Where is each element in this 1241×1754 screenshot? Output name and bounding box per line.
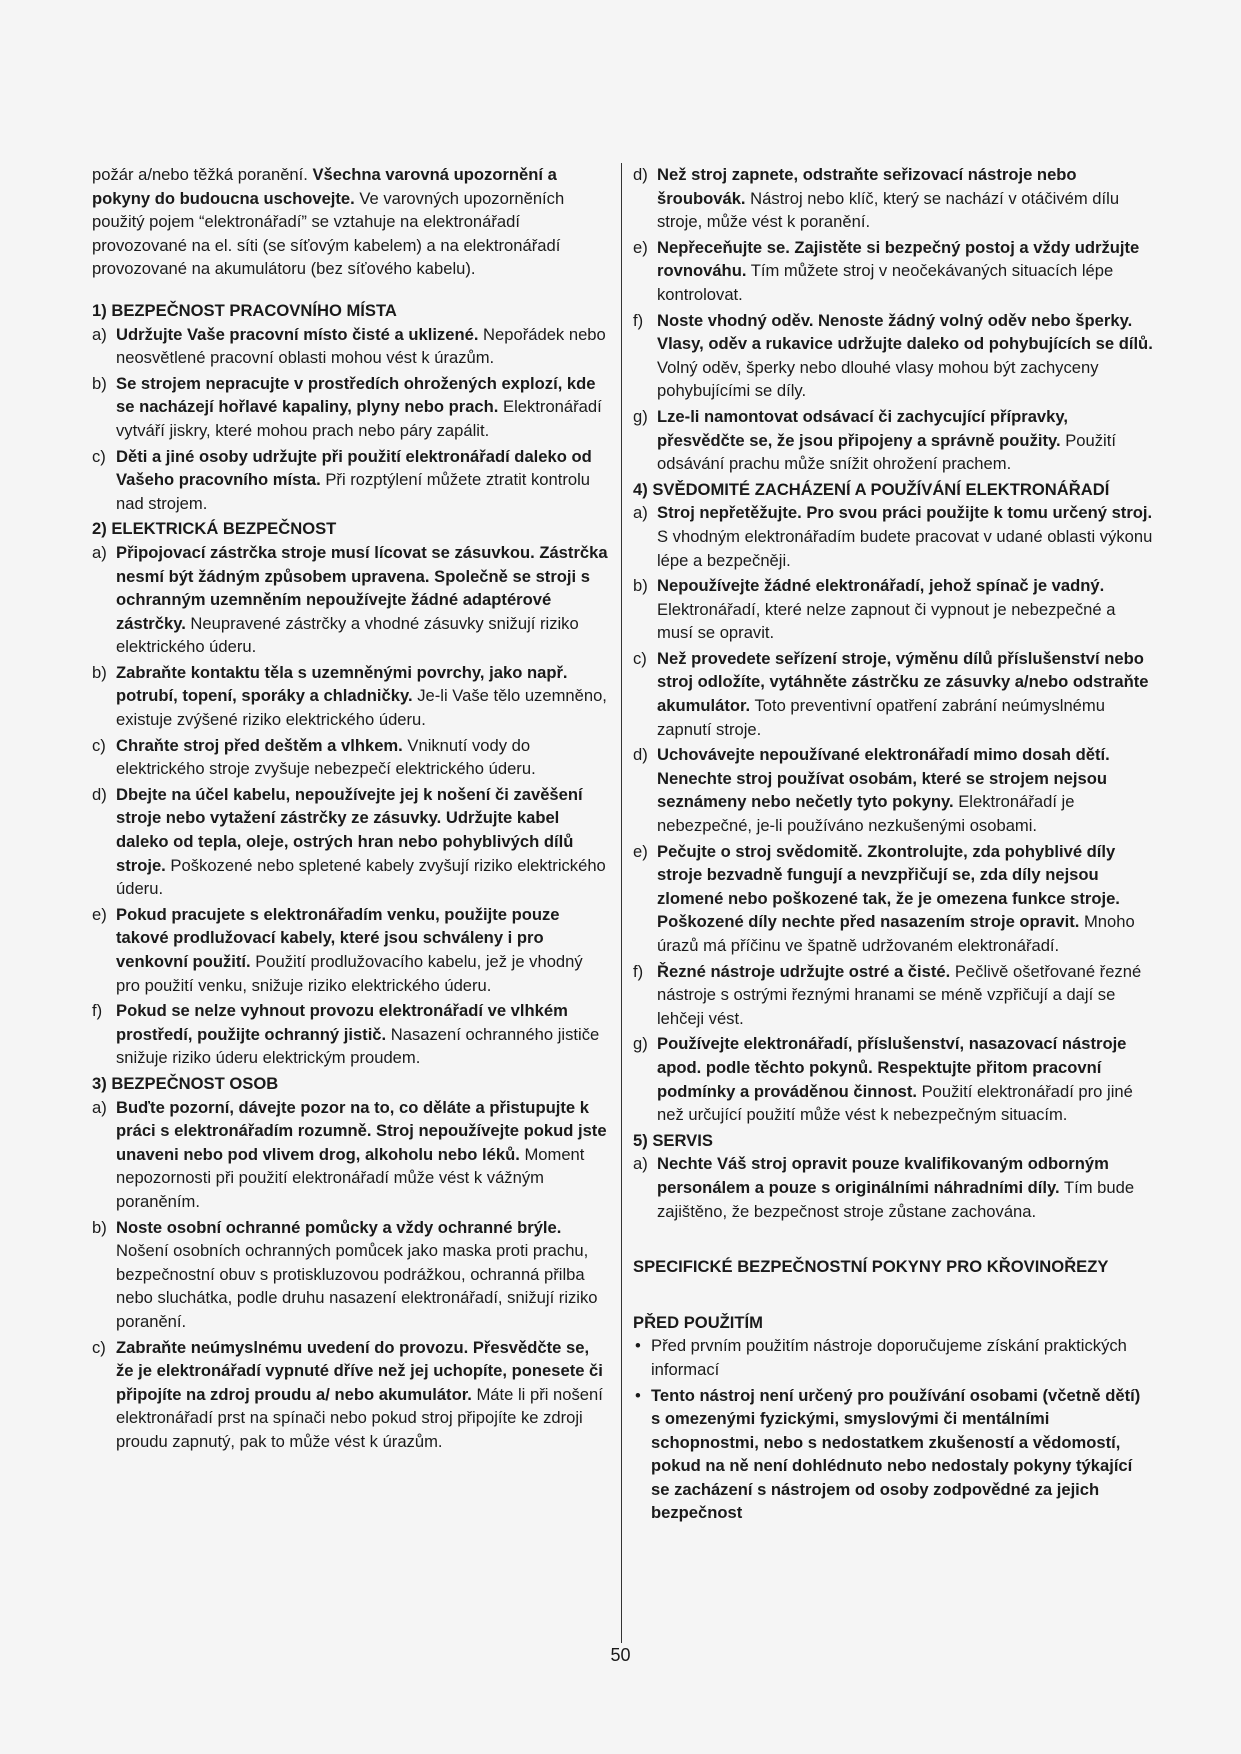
list-item: g) Používejte elektronářadí, příslušenství, nasazovací nástroje apod. podle těchto pokynů. Respektujte přitom pracovní podmínky a prováděnou činnost. Použití elektronářadí pro jiné než určující použití může vést k nebezpečným situacím. [633, 1034, 1133, 1125]
list-item: b) Zabraňte kontaktu těla s uzemněnými povrchy, jako např. potrubí, topení, sporáky a chladničky. Je-li Vaše tělo uzemněno, existuje zvýšené riziko elektrického úderu. [92, 662, 607, 730]
right-column [633, 163, 1153, 1527]
list-item: a) Udržujte Vaše pracovní místo čisté a uklizené. Nepořádek nebo neosvětlené pracovní oblasti mohou vést k úrazům. [92, 324, 606, 368]
section-heading-personal: 3) BEZPEČNOST OSOB [92, 1073, 279, 1093]
list-item: a) Buďte pozorní, dávejte pozor na to, co děláte a přistupujte k práci s elektronářadím rozumně. Stroj nepoužívejte pokud jste unaveni nebo pod vlivem drog, alkoholu nebo léků. Moment nepozornosti při použití elektronářadí může vést k vážným poraněním. [92, 1097, 607, 1211]
list-item: f) Pokud se nelze vyhnout provozu elektronářadí ve vlhkém prostředí, použijte ochranný jistič. Nasazení ochranného jističe snižuje riziko úderu elektrickým proudem. [92, 1001, 600, 1068]
bullet-icon: • [635, 1336, 641, 1356]
list-item: a) Nechte Váš stroj opravit pouze kvalifikovaným odborným personálem a pouze s originálními náhradními díly. Tím bude zajištěno, že bezpečnost stroje zůstane zachována. [633, 1154, 1135, 1221]
list-item: c) Chraňte stroj před deštěm a vlhkem. Vniknutí vody do elektrického stroje zvyšuje nebezpečí elektrického úderu. [92, 735, 536, 779]
list-item: f) Noste vhodný oděv. Nenoste žádný volný oděv nebo šperky. Vlasy, oděv a rukavice udržujte daleko od pohybujících se dílů. Volný oděv, šperky nebo dlouhé vlasy mohou být zachyceny pohybujícími se díly. [633, 310, 1153, 401]
list-item: d) Než stroj zapnete, odstraňte seřizovací nástroje nebo šroubovák. Nástroj nebo klíč, který se nachází v otáčivém dílu stroje, může vést k poranění. [633, 165, 1120, 232]
list-item: c) Děti a jiné osoby udržujte při použití elektronářadí daleko od Vašeho pracovního místa. Při rozptýlení můžete ztratit kontrolu nad strojem. [92, 446, 592, 513]
list-item: b) Nepoužívejte žádné elektronářadí, jehož spínač je vadný. Elektronářadí, které nelze zapnout či vypnout je nebezpečné a musí se opravit. [633, 576, 1116, 643]
list-item: b) Se strojem nepracujte v prostředích ohrožených explozí, kde se nacházejí hořlavé kapaliny, plyny nebo prach. Elektronářadí vytváří jiskry, které mohou prach nebo páry zapálit. [92, 373, 602, 440]
section-heading-specific: SPECIFICKÉ BEZPEČNOSTNÍ POKYNY PRO KŘOVINOŘEZY [633, 1257, 1109, 1277]
list-item: e) Nepřeceňujte se. Zajistěte si bezpečný postoj a vždy udržujte rovnováhu. Tím můžete stroj v neočekávaných situacích lépe kontrolovat. [633, 237, 1140, 304]
bullet-item: • Před prvním použitím nástroje doporučujeme získání praktických informací [635, 1336, 1127, 1379]
bullet-item: • Tento nástroj není určený pro používání osobami (včetně dětí) s omezenými fyzickými, smyslovými či mentálními schopnostmi, nebo s nedostatkem zkušeností a vědomostí, pokud na ně není dohlédnuto nebo nedostaly pokyny týkající se zacházení s nástrojem od osoby zodpovědné za jejich bezpečnost [635, 1385, 1141, 1523]
list-item: e) Pokud pracujete s elektronářadím venku, použijte pouze takové prodlužovací kabely, které jsou schváleny i pro venkovní použití. Použití prodlužovacího kabelu, jež je vhodný pro použití venku, snižuje riziko elektrického úderu. [92, 904, 583, 995]
list-item: f) Řezné nástroje udržujte ostré a čisté. Pečlivě ošetřované řezné nástroje s ostrými řeznými hranami se méně vzpřičují a dají se lehčeji vést. [633, 961, 1142, 1028]
list-item: a) Připojovací zástrčka stroje musí lícovat se zásuvkou. Zástrčka nesmí být žádným způsobem upravena. Společně se stroji s ochranným uzemněním nepoužívejte žádné adaptérové zástrčky. Neupravené zástrčky a vhodné zásuvky snižují riziko elektrického úderu. [92, 542, 608, 657]
list-item: g) Lze-li namontovat odsávací či zachycující přípravky, přesvědčte se, že jsou připojeny a správně použity. Použití odsávání prachu může snížit ohrožení prachem. [633, 406, 1116, 474]
list-item: b) Noste osobní ochranné pomůcky a vždy ochranné brýle. Nošení osobních ochranných pomůcek jako maska proti prachu, bezpečnostní obuv s protiskluzovou podrážkou, ochranná přilba nebo sluchátka, podle druhu nasazení elektronářadí, snižují riziko poranění. [92, 1217, 598, 1331]
list-item: c) Než provedete seřízení stroje, výměnu dílů příslušenství nebo stroj odložíte, vytáhněte zástrčku ze zásuvky a/nebo odstraňte akumulátor. Toto preventivní opatření zabrání neúmyslnému zapnutí stroje. [633, 648, 1149, 739]
page-number: 50 [610, 1645, 631, 1665]
bullet-icon: • [635, 1385, 641, 1405]
list-item: d) Dbejte na účel kabelu, nepoužívejte jej k nošení či zavěšení stroje nebo vytažení zástrčky ze zásuvky. Udržujte kabel daleko od tepla, oleje, ostrých hran nebo pohyblivých dílů stroje. Poškozené nebo spletené kabely zvyšují riziko elektrického úderu. [92, 784, 606, 899]
list-item: c) Zabraňte neúmyslnému uvedení do provozu. Přesvědčte se, že je elektronářadí vypnuté dříve než jej uchopíte, ponesete či připojíte na zdroj proudu a/ nebo akumulátor. Máte li při nošení elektronářadí prst na spínači nebo pokud stroj připojíte ke zdroji proudu zapnutý, pak to může vést k úrazům. [92, 1337, 603, 1451]
section-heading-work-area: 1) BEZPEČNOST PRACOVNÍHO MÍSTA [92, 300, 397, 320]
intro-paragraph: požár a/nebo těžká poranění. Všechna varovná upozornění a pokyny do budoucna uschovejte. Ve varovných upozorněních použitý pojem “elektronářadí” se vztahuje na elektronářadí provozované na el. síti (se síťovým kabelem) a na elektronářadí provozované na akumulátoru (bez síťového kabelu). [92, 165, 565, 279]
section-heading-service: 5) SERVIS [633, 1130, 713, 1150]
list-item: d) Uchovávejte nepoužívané elektronářadí mimo dosah dětí. Nenechte stroj používat osobám, které se strojem nejsou seznámeny nebo nečetly tyto pokyny. Elektronářadí je nebezpečné, je-li používáno nezkušenými osobami. [633, 745, 1110, 836]
column-divider [621, 163, 622, 1643]
list-item: e) Pečujte o stroj svědomitě. Zkontrolujte, zda pohyblivé díly stroje bezvadně fungují a nevzpřičují se, zda díly nejsou zlomené nebo poškozené tak, že je omezena funkce stroje. Poškozené díly nechte před nasazením stroje opravit. Mnoho úrazů má příčinu ve špatně udržovaném elektronářadí. [633, 841, 1135, 955]
section-heading-tool-use: 4) SVĚDOMITÉ ZACHÁZENÍ A POUŽÍVÁNÍ ELEKTRONÁŘADÍ [633, 479, 1110, 499]
list-item: a) Stroj nepřetěžujte. Pro svou práci použijte k tomu určený stroj. S vhodným elektronářadím budete pracovat v udané oblasti výkonu lépe a bezpečněji. [633, 503, 1153, 570]
left-column [92, 163, 608, 1455]
section-heading-before-use: PŘED POUŽITÍM [633, 1312, 763, 1332]
section-heading-electrical: 2) ELEKTRICKÁ BEZPEČNOST [92, 519, 337, 539]
